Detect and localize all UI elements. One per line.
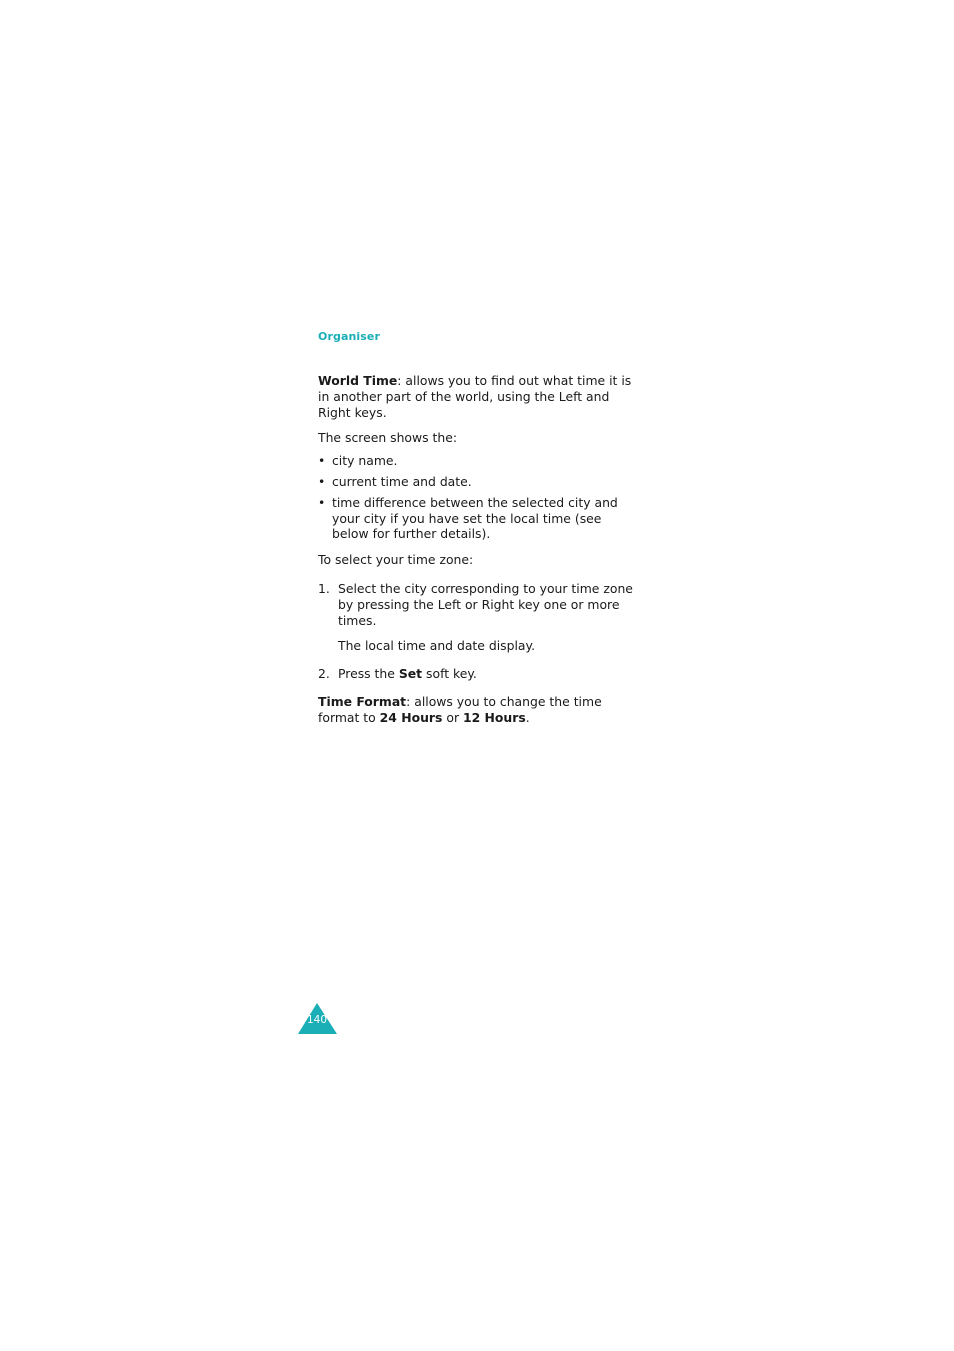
step-item bbox=[318, 581, 638, 654]
list-item bbox=[318, 453, 638, 469]
option-24-hours: 24 Hours bbox=[379, 709, 443, 725]
step-item bbox=[318, 666, 638, 682]
step-subtext: The local time and date display. bbox=[338, 638, 536, 654]
list-item bbox=[318, 495, 638, 542]
world-time-paragraph bbox=[318, 373, 638, 420]
list-item-text: time difference between the selected city and your city if you have set the local time (see below for further details). bbox=[332, 494, 618, 542]
bullet-icon: • bbox=[318, 453, 326, 469]
bullet-icon: • bbox=[318, 494, 326, 510]
page-number: 140 bbox=[306, 1014, 328, 1026]
step-text-pre: Press the bbox=[338, 666, 399, 682]
bullet-icon: • bbox=[318, 473, 326, 489]
screen-shows-list bbox=[318, 453, 638, 542]
time-format-text: or bbox=[442, 709, 463, 725]
page-content bbox=[318, 373, 638, 726]
set-key-label: Set bbox=[398, 666, 423, 682]
step-number: 1. bbox=[318, 580, 330, 596]
world-time-description: : allows you to find out what time it is in another part of the world, using the Left and Right keys. bbox=[318, 373, 632, 420]
step-text-post: soft key. bbox=[422, 666, 477, 682]
select-zone-intro: To select your time zone: bbox=[318, 552, 474, 568]
list-item-text: city name. bbox=[332, 453, 398, 469]
page-number-badge bbox=[298, 1003, 338, 1035]
time-format-text: . bbox=[525, 709, 530, 725]
world-time-term: World Time bbox=[318, 373, 398, 388]
section-title: Organiser bbox=[318, 330, 381, 343]
list-item-text: current time and date. bbox=[332, 473, 472, 489]
screen-shows-intro: The screen shows the: bbox=[318, 430, 458, 446]
select-zone-steps bbox=[318, 581, 638, 682]
step-number: 2. bbox=[318, 666, 330, 682]
step-text: Select the city corresponding to your time zone by pressing the Left or Right key one or more times. bbox=[338, 580, 633, 628]
option-12-hours: 12 Hours bbox=[462, 709, 526, 725]
time-format-paragraph bbox=[318, 694, 638, 726]
time-format-text: : allows you to change the time format to bbox=[318, 693, 602, 725]
time-format-term: Time Format bbox=[318, 693, 407, 709]
list-item bbox=[318, 474, 638, 490]
step-text bbox=[338, 666, 638, 682]
